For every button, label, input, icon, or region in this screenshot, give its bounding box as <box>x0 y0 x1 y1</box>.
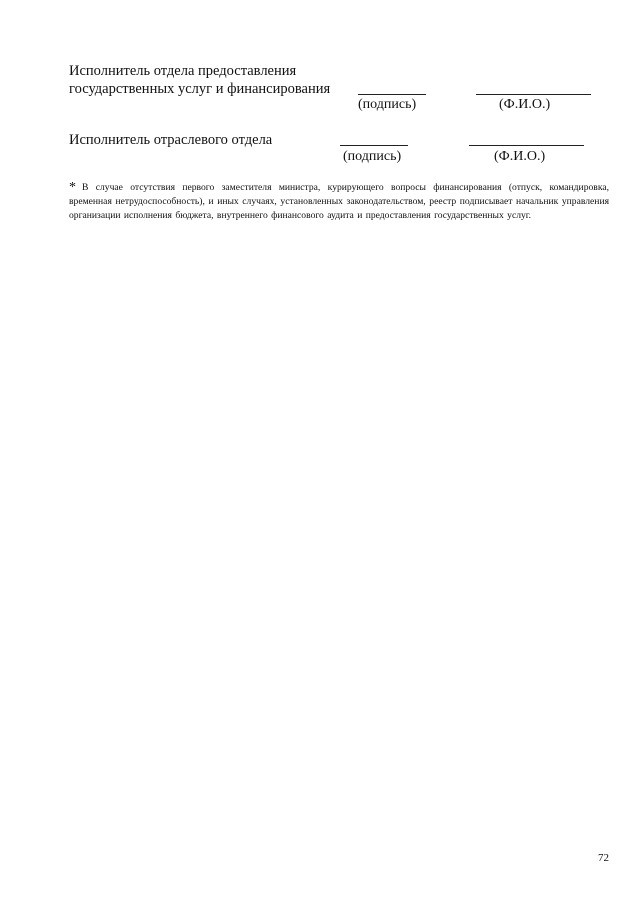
page-number: 72 <box>598 852 609 864</box>
signature-caption: (подпись) <box>358 97 417 112</box>
executor-label-line2: государственных услуг и финансирования <box>69 81 331 97</box>
name-line <box>476 94 591 95</box>
signature-caption-2: (подпись) <box>343 149 402 164</box>
signature-line <box>358 94 426 95</box>
footnote <box>69 181 609 223</box>
name-caption: (Ф.И.О.) <box>499 97 551 112</box>
name-line-2 <box>469 145 584 146</box>
industry-executor-label: Исполнитель отраслевого отдела <box>69 132 273 148</box>
executor-label-line1: Исполнитель отдела предоставления <box>69 63 297 79</box>
footnote-text: В случае отсутствия первого заместителя министра, курирующего вопросы финансирования (отпуск, командировка, временная нетрудоспособность), и иных случаях, установленных законодательством, реестр подписывает начальник управления организации исполнения бюджета, внутреннего финансового аудита и предоставления государственных услуг. <box>69 182 609 221</box>
name-caption-2: (Ф.И.О.) <box>494 149 546 164</box>
footnote-marker: * <box>69 180 76 195</box>
signature-line-2 <box>340 145 408 146</box>
